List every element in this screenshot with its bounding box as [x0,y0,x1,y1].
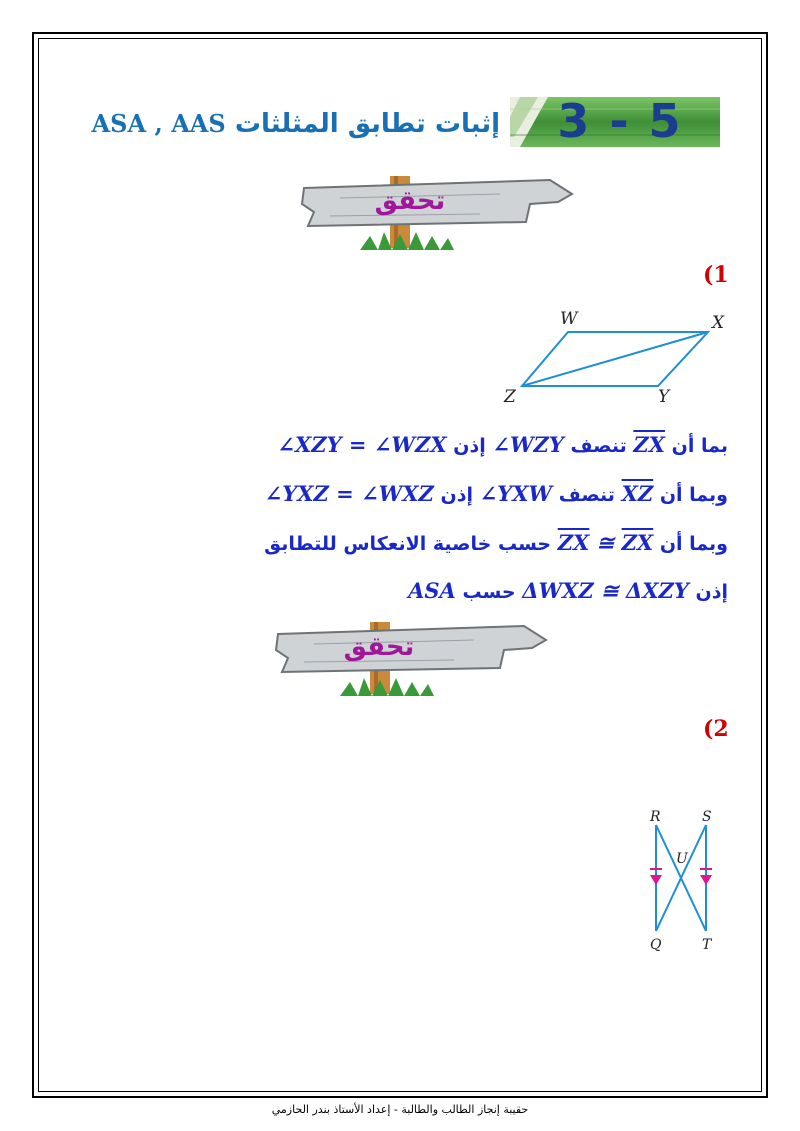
question-2-number: (2 [703,716,729,742]
postulate-asa: ASA [408,578,456,603]
triangle-congruence: ΔWXZ ≅ ΔXZY [522,578,689,603]
check-sign-1 [300,172,580,252]
label-W: W [560,309,578,329]
then-text: إذن [440,484,473,506]
label-Q: Q [650,937,662,953]
parallelogram-figure [500,300,740,410]
check-label: تحقق [343,632,415,662]
proof-line-1 [277,428,728,462]
since-text: وبما أن [659,484,728,506]
angle-wzy: ∠WZY [492,432,564,457]
page-footer: حقيبة إنجاز الطالب والطالبة - إعداد الأستاذ بندر الحازمي [271,1103,529,1116]
label-X: X [712,313,725,333]
since-text: وبما أن [659,533,728,555]
proof-line-4 [408,574,728,608]
then-text: إذن [695,581,728,603]
label-U: U [676,851,688,867]
label-Z: Z [504,387,516,407]
crossed-segments-figure [636,805,726,955]
by-text: حسب [462,581,516,603]
check-label: تحقق [374,186,446,216]
segment-xz: $\overline{XZ}$ [621,481,654,506]
bisects-text: تنصف [558,484,615,506]
label-R: R [650,809,661,825]
angle-yxw: ∠YXW [479,481,553,506]
proof-line-3 [264,526,728,560]
lesson-title [92,104,500,144]
label-S: S [702,809,712,825]
congruent-symbol: ≅ [596,530,615,555]
label-Y: Y [658,387,670,407]
lesson-number: 3 - 5 [557,94,683,148]
lesson-title-arabic: إثبات تطابق المثلثات [234,109,500,139]
congruence-segments [558,526,653,560]
angle-equality-1: ∠XZY = ∠WZX [277,432,447,457]
question-1-number: (1 [703,262,729,288]
angle-equality-2: ∠YXZ = ∠WXZ [264,481,434,506]
then-text: إذن [453,435,486,457]
reflexive-reason: حسب خاصية الانعكاس للتطابق [264,533,552,555]
check-sign-2 [274,618,554,698]
bisects-text: تنصف [570,435,627,457]
segment-zx-a: $\overline{ZX}$ [557,530,590,555]
since-text: بما أن [671,435,728,457]
lesson-title-latin: ASA , AAS [91,109,226,138]
segment-zx: $\overline{ZX}$ [633,432,666,457]
segment-zx-b: $\overline{ZX}$ [621,530,654,555]
proof-line-2 [265,477,728,511]
label-T: T [702,937,712,953]
